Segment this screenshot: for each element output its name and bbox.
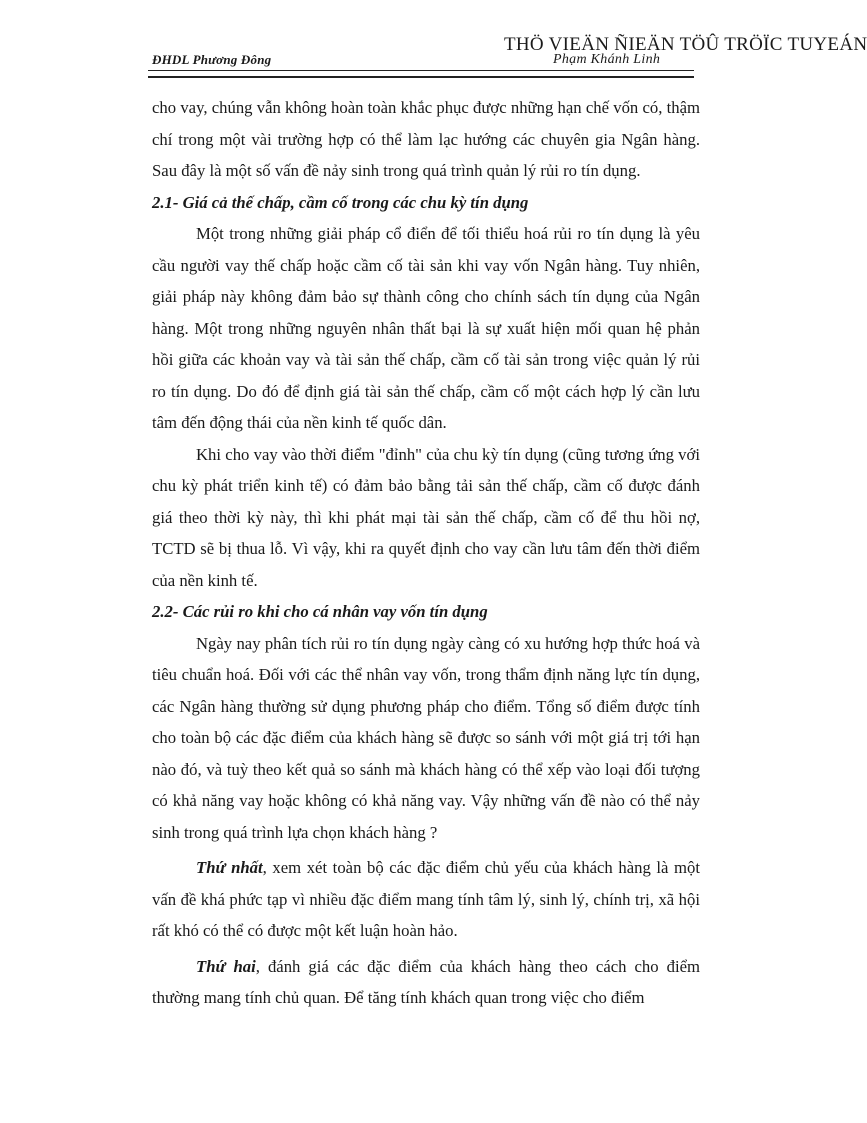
header-rule-thick xyxy=(148,76,694,78)
first-point-text: , xem xét toàn bộ các đặc điểm chủ yếu của khách hàng là một vấn đề khá phức tạp vì nhiều đặc điểm mang tính tâm lý, sinh lý, chính trị, xã hội rất khó có thể có được một kết luận hoàn hảo. xyxy=(152,858,700,940)
second-point-text: , đánh giá các đặc điểm của khách hàng theo cách cho điểm thường mang tính chủ quan. Để tăng tính khách quan trong việc cho điểm xyxy=(152,956,701,1007)
lead-second: Thứ hai xyxy=(196,956,256,976)
header-rule-thin xyxy=(148,70,694,71)
paragraph-second-point xyxy=(152,951,700,1014)
header-library-title: THÖ VIEÄN ÑIEÄN TÖÛ TRÖÏC TUYEÁN xyxy=(504,34,867,55)
section-heading-2-2: 2.2- Các rủi ro khi cho cá nhân vay vốn tín dụng xyxy=(152,602,488,621)
paragraph-collateral: Một trong những giải pháp cổ điển để tối thiểu hoá rủi ro tín dụng là yêu cầu người vay thế chấp hoặc cầm cố tài sản khi vay vốn Ngân hàng. Tuy nhiên, giải pháp này không đảm bảo sự thành công cho chính sách tín dụng của Ngân hàng. Một trong những nguyên nhân thất bại là sự xuất hiện mối quan hệ phản hồi giữa các khoản vay và tài sản thế chấp, cầm cố tài sản trong việc quản lý rủi ro tín dụng. Do đó để định giá tài sản thế chấp, cầm cố một cách hợp lý cần lưu tâm đến động thái của nền kinh tế quốc dân. xyxy=(152,224,700,432)
paragraph-scoring: Ngày nay phân tích rủi ro tín dụng ngày càng có xu hướng hợp thức hoá và tiêu chuẩn hoá. Đối với các thể nhân vay vốn, trong thẩm định năng lực tín dụng, các Ngân hàng thường sử dụng phương pháp cho điểm. Tổng số điểm được tính cho toàn bộ các đặc điểm của khách hàng sẽ được so sánh với một giá trị tới hạn nào đó, và tuỳ theo kết quả so sánh mà khách hàng có thể xếp vào loại đối tượng có khả năng vay hoặc không có khả năng vay. Vậy những vấn đề nào có thể nảy sinh trong quá trình lựa chọn khách hàng ? xyxy=(152,633,700,842)
section-heading-2-1: 2.1- Giá cả thế chấp, cầm cố trong các chu kỳ tín dụng xyxy=(152,192,529,212)
paragraph-credit-cycle: Khi cho vay vào thời điểm "đỉnh" của chu kỳ tín dụng (cũng tương ứng với chu kỳ phát triển kinh tế) có đảm bảo bằng tải sản thế chấp, cầm cố được đánh giá theo thời kỳ này, thì khi phát mại tài sản thế chấp, cầm cố để thu hồi nợ, TCTD sẽ bị thua lỗ. Vì vậy, khi ra quyết định cho vay cần lưu tâm đến thời điểm của nền kinh tế. xyxy=(152,444,700,590)
page-body xyxy=(152,92,700,1014)
header-author: Phạm Khánh Linh xyxy=(553,52,661,67)
paragraph-first-point xyxy=(152,852,700,947)
lead-first: Thứ nhất xyxy=(196,858,263,877)
paragraph-intro: cho vay, chúng vẫn không hoàn toàn khắc phục được những hạn chế vốn có, thậm chí trong một vài trường hợp có thể làm lạc hướng các chuyên gia Ngân hàng. Sau đây là một số vấn đề nảy sinh trong quá trình quản lý rủi ro tín dụng. xyxy=(152,98,700,180)
header-school: ĐHDL Phương Đông xyxy=(152,52,272,67)
